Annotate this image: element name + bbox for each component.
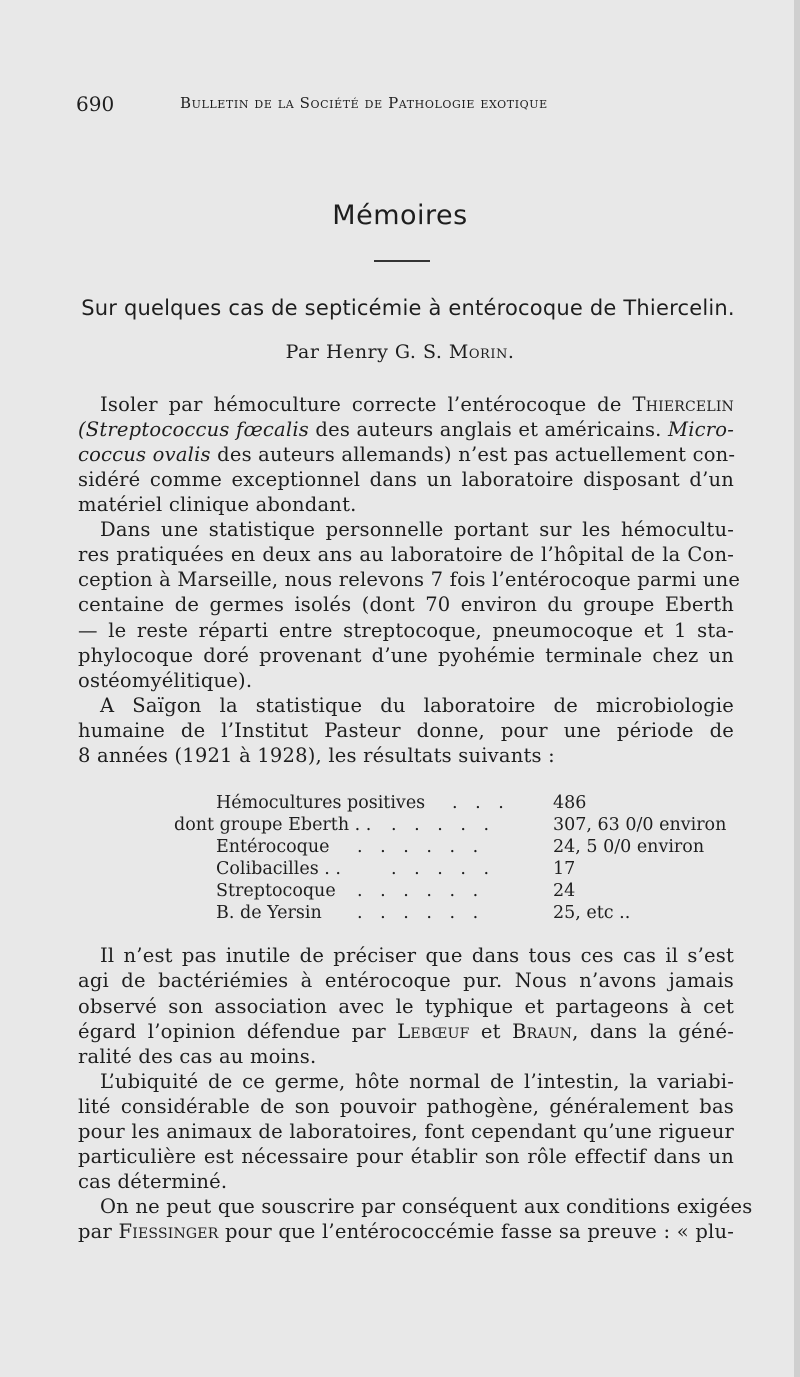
row-value: 25, etc .. xyxy=(553,903,631,923)
row-value: 24 xyxy=(553,881,576,901)
text-line: observé son association avec le typhique et partageons à cet xyxy=(78,995,734,1018)
row-value: 24, 5 0/0 environ xyxy=(553,837,705,857)
row-label: dont groupe Eberth . . xyxy=(174,815,372,835)
text-line: sidéré comme exceptionnel dans un laboratoire disposant d’un xyxy=(78,468,734,491)
byline-prefix: Par Henry G. S. xyxy=(285,341,443,363)
leader-dots: . . . xyxy=(452,793,510,813)
title-rule xyxy=(374,260,430,262)
text-span: pour que l’entérococcémie fasse sa preuve : « plu- xyxy=(224,1220,734,1243)
table-row xyxy=(0,837,800,859)
row-label: Hémocultures positives xyxy=(216,793,426,813)
row-value: 17 xyxy=(553,859,576,879)
leader-dots: . . . . . . xyxy=(357,881,485,901)
table-row xyxy=(0,903,800,925)
species-name: Micro- xyxy=(668,418,735,441)
page-number: 690 xyxy=(76,92,115,116)
row-value: 307, 63 0/0 environ xyxy=(553,815,727,835)
table-row xyxy=(0,815,800,837)
species-name: coccus ovalis xyxy=(78,443,211,466)
running-title: Bulletin de la Société de Pathologie exotique xyxy=(180,94,548,112)
leader-dots: . . . . . . xyxy=(357,837,485,857)
text-line: centaine de germes isolés (dont 70 environ du groupe Eberth xyxy=(78,593,734,616)
row-value: 486 xyxy=(553,793,587,813)
text-line: lité considérable de son pouvoir pathogène, généralement bas xyxy=(78,1095,734,1118)
row-label: B. de Yersin xyxy=(216,903,322,923)
text-line: ostéomyélitique). xyxy=(78,669,253,692)
text-line: pour les animaux de laboratoires, font cependant qu’une rigueur xyxy=(78,1120,734,1143)
species-name: (Streptococcus fœcalis xyxy=(78,418,309,441)
text-line: matériel clinique abondant. xyxy=(78,493,357,516)
author-name: Braun, xyxy=(512,1020,579,1043)
row-label: Entérocoque xyxy=(216,837,330,857)
text-line: — le reste réparti entre streptocoque, pneumocoque et 1 sta- xyxy=(78,619,734,642)
leader-dots: . . . . . . xyxy=(357,903,485,923)
text-line: cas déterminé. xyxy=(78,1170,228,1193)
text-line: ralité des cas au moins. xyxy=(78,1045,317,1068)
text-line: On ne peut que souscrire par conséquent aux conditions exigées xyxy=(100,1195,753,1218)
text-span: Isoler par hémoculture correcte l’entérocoque de xyxy=(100,393,622,416)
text-line: particulière est nécessaire pour établir son rôle effectif dans un xyxy=(78,1145,734,1168)
text-span: des auteurs anglais et américains. xyxy=(315,418,662,441)
author-name: Morin. xyxy=(448,341,515,363)
text-line: res pratiquées en deux ans au laboratoire de l’hôpital de la Con- xyxy=(78,543,734,566)
text-line: Il n’est pas inutile de préciser que dans tous ces cas il s’est xyxy=(100,944,734,967)
table-row xyxy=(0,859,800,881)
leader-dots: . . . . . xyxy=(391,859,496,879)
text-line: A Saïgon la statistique du laboratoire de microbiologie xyxy=(100,694,734,717)
text-span: des auteurs allemands) n’est pas actuellement con- xyxy=(217,443,736,466)
author-name: Fiessinger xyxy=(118,1220,219,1243)
text-line: 8 années (1921 à 1928), les résultats suivants : xyxy=(78,744,555,767)
leader-dots: . . . . . xyxy=(391,815,496,835)
text-line: humaine de l’Institut Pasteur donne, pour une période de xyxy=(78,719,734,742)
table-row xyxy=(0,881,800,903)
author-name: Lebœuf xyxy=(397,1020,470,1043)
text-line: Dans une statistique personnelle portant sur les hémocultu- xyxy=(100,518,734,541)
row-label: Colibacilles . . xyxy=(216,859,341,879)
page-header xyxy=(76,92,736,122)
text-line: agi de bactériémies à entérocoque pur. Nous n’avons jamais xyxy=(78,969,734,992)
author-name: Thiercelin xyxy=(632,393,734,416)
text-span: et xyxy=(480,1020,501,1043)
text-line: phylocoque doré provenant d’une pyohémie terminale chez un xyxy=(78,644,734,667)
text-line: L’ubiquité de ce germe, hôte normal de l’intestin, la variabi- xyxy=(100,1070,734,1093)
text-span: égard l’opinion défendue par xyxy=(78,1020,386,1043)
article-title: Sur quelques cas de septicémie à entérocoque de Thiercelin. xyxy=(81,296,735,320)
row-label: Streptocoque xyxy=(216,881,336,901)
byline xyxy=(0,341,800,363)
text-line xyxy=(78,1220,734,1250)
text-line: ception à Marseille, nous relevons 7 fois l’entérocoque parmi une xyxy=(78,568,741,591)
section-title: Mémoires xyxy=(332,200,468,231)
text-span: dans la géné- xyxy=(589,1020,735,1043)
table-row xyxy=(0,793,800,815)
text-span: par xyxy=(78,1220,113,1243)
